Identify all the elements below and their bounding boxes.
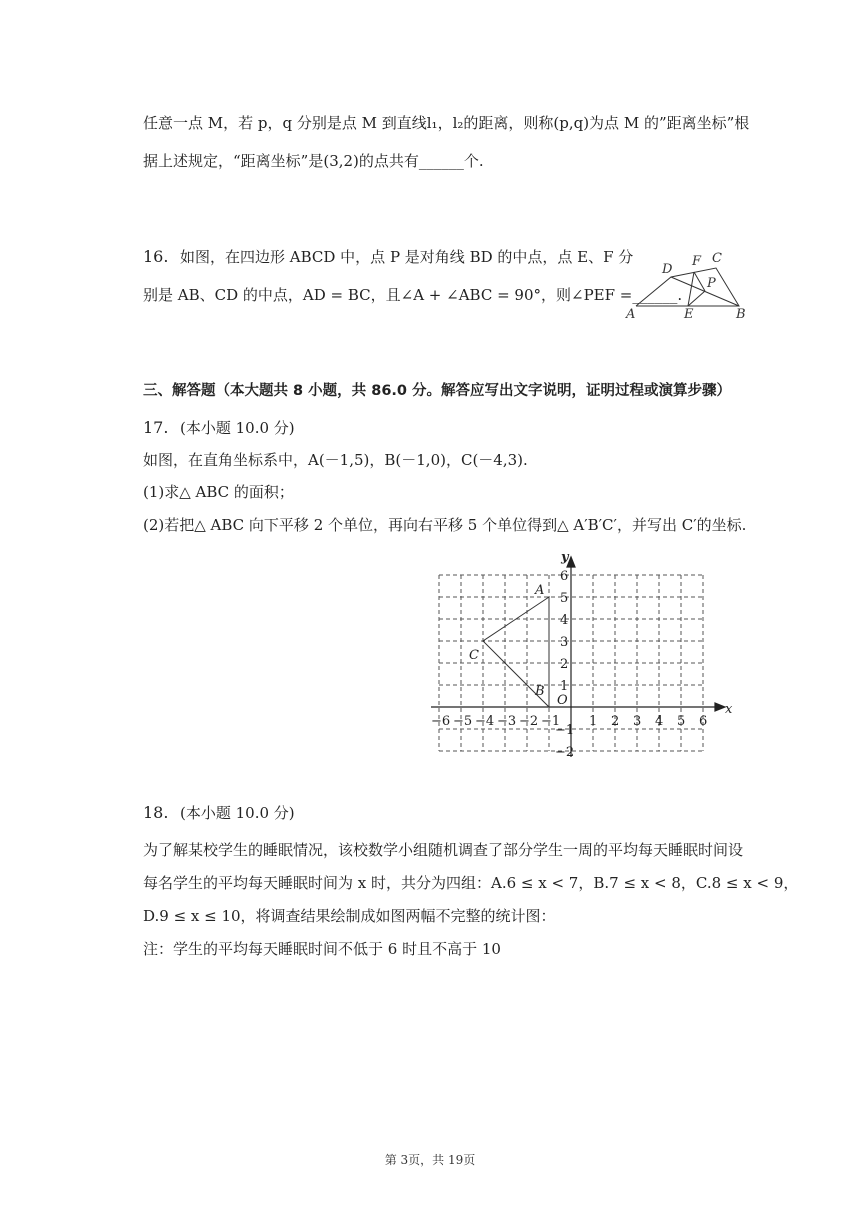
y-tick-label: 6 — [560, 569, 569, 584]
y-tick-label: −1 — [555, 723, 575, 738]
page-footer: 第 3页，共 19页 — [384, 1153, 476, 1167]
origin-label: O — [557, 693, 568, 708]
point-c-label: C — [469, 648, 479, 663]
q16-label-d: D — [662, 262, 673, 277]
y-tick-label: 3 — [560, 635, 569, 650]
y-tick-label: 5 — [560, 591, 569, 606]
q17-score: (本小题 10.0 分) — [180, 419, 295, 437]
x-tick-label: −2 — [519, 714, 539, 729]
y-tick-label: 1 — [560, 679, 569, 694]
q16-number: 16. — [143, 247, 169, 266]
q16-line2: 别是 AB、CD 的中点，AD = BC，且∠A + ∠ABC = 90°，则∠PEF =______. — [143, 286, 683, 304]
x-tick-label: −5 — [453, 714, 473, 729]
y-tick-label: −2 — [555, 745, 575, 760]
q17-number: 17. — [143, 418, 169, 437]
x-tick-label: −3 — [497, 714, 517, 729]
q18-score: (本小题 10.0 分) — [180, 804, 295, 822]
q16-label-e: E — [684, 307, 694, 322]
x-tick-label: −1 — [541, 714, 561, 729]
q16-line1: 如图，在四边形 ABCD 中，点 P 是对角线 BD 的中点，点 E、F 分 — [180, 248, 634, 266]
x-tick-label: 6 — [699, 714, 708, 729]
x-axis-label: x — [725, 702, 733, 717]
q15-line1: 任意一点 M，若 p，q 分别是点 M 到直线l₁，l₂的距离，则称(p,q)为点 M 的”距离坐标”根 — [143, 114, 750, 132]
y-tick-label: 4 — [560, 613, 569, 628]
q17-part2: (2)若把△ ABC 向下平移 2 个单位，再向右平移 5 个单位得到△ A′B′C′，并写出 C′的坐标. — [143, 516, 747, 534]
y-axis-label: y — [561, 550, 569, 565]
q17-coordinate-plane — [431, 540, 760, 770]
q18-number: 18. — [143, 803, 169, 822]
x-tick-label: 5 — [677, 714, 686, 729]
section3-heading: 三、解答题（本大题共 8 小题，共 86.0 分。解答应写出文字说明，证明过程或演算步骤） — [143, 383, 732, 399]
q18-line2: 每名学生的平均每天睡眠时间为 x 时，共分为四组：A.6 ≤ x < 7，B.7 ≤ x < 8，C.8 ≤ x < 9， — [143, 874, 799, 892]
q18-line3: D.9 ≤ x ≤ 10，将调查结果绘制成如图两幅不完整的统计图： — [143, 907, 556, 925]
x-tick-label: 3 — [633, 714, 642, 729]
q17-part1: (1)求△ ABC 的面积； — [143, 483, 294, 501]
q16-label-p: P — [707, 276, 716, 291]
q16-label-c: C — [712, 251, 722, 266]
q15-line2: 据上述规定，“距离坐标”是(3,2)的点共有______个. — [143, 152, 484, 170]
point-a-label: A — [535, 583, 545, 598]
point-b-label: B — [535, 684, 545, 699]
x-tick-label: −6 — [431, 714, 451, 729]
q18-line1: 为了解某校学生的睡眠情况，该校数学小组随机调查了部分学生一周的平均每天睡眠时间设 — [143, 841, 744, 859]
x-tick-label: 4 — [655, 714, 664, 729]
q16-label-a: A — [626, 307, 636, 322]
x-axis-arrow — [715, 703, 725, 711]
x-tick-label: 2 — [611, 714, 620, 729]
x-tick-label: −4 — [475, 714, 495, 729]
q16-label-b: B — [736, 307, 746, 322]
q16-quadrilateral-figure — [624, 240, 754, 320]
y-tick-label: 2 — [560, 657, 569, 672]
q17-line1: 如图，在直角坐标系中，A(－1,5)，B(－1,0)，C(－4,3). — [143, 451, 528, 469]
x-tick-label: 1 — [589, 714, 598, 729]
q16-label-f: F — [692, 254, 702, 269]
q18-note: 注：学生的平均每天睡眠时间不低于 6 时且不高于 10 — [143, 940, 501, 958]
